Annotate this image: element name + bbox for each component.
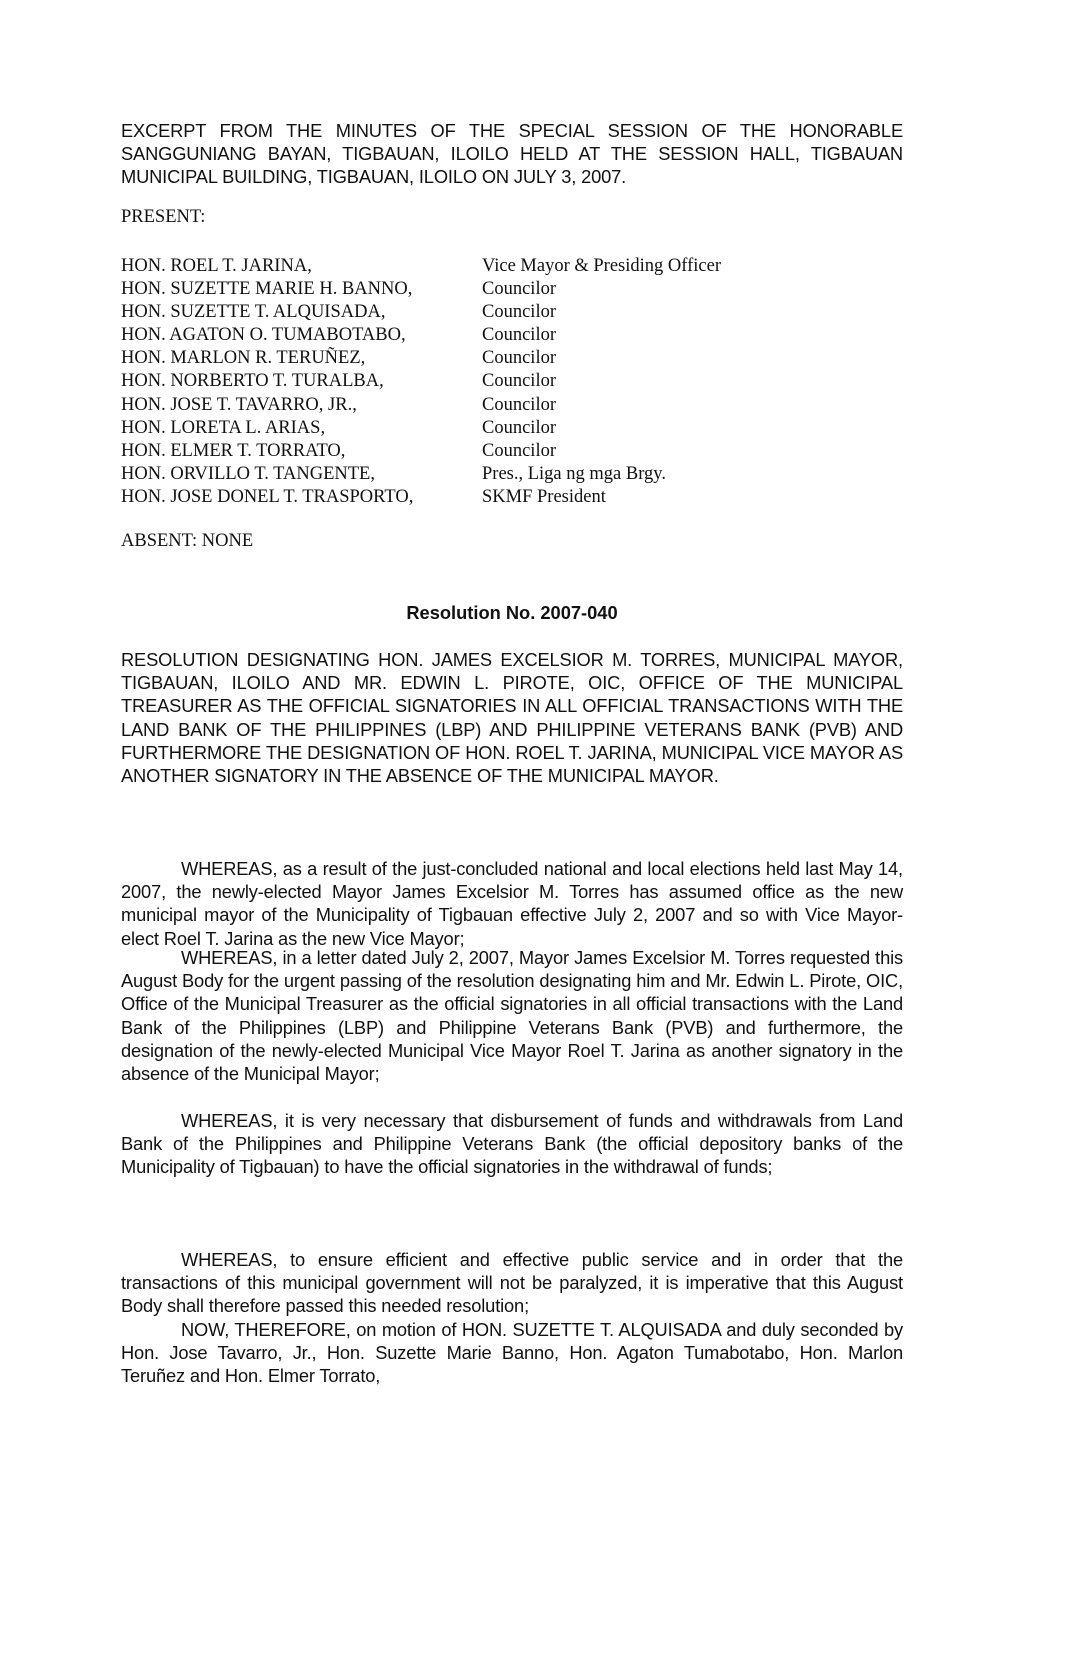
member-name: HON. ROEL T. JARINA, [121,256,312,276]
resolution-number: Resolution No. 2007-040 [406,602,618,623]
whereas-clause-1 [121,857,903,950]
member-name: HON. JOSE DONEL T. TRASPORTO, [121,486,414,507]
present-label: PRESENT: [121,207,206,227]
member-position: Councilor [482,302,556,323]
member-name: HON. AGATON O. TUMABOTABO, [121,325,406,346]
member-position: Councilor [482,279,556,300]
member-name: HON. SUZETTE MARIE H. BANNO, [121,279,413,300]
member-position: Councilor [482,371,556,392]
member-row [121,440,921,463]
members-list [121,255,921,509]
member-position: Pres., Liga ng mga Brgy. [482,463,666,484]
whereas-text: WHEREAS, in a letter dated July 2, 2007, Mayor James Excelsior M. Torres requested this August Body for the urgent passing of the resolution designating him and Mr. Edwin L. Pirote, OIC, Office of the Municipal Treasurer as the official signatories in all official transactions with the Land Bank of the Philippines (LBP) and Philippine Veterans Bank (PVB) and furthermore, the designation of the newly-elected Municipal Vice Mayor Roel T. Jarina as another signatory in the absence of the Municipal Mayor; [121,947,903,1085]
whereas-clause-4 [121,1248,903,1318]
whereas-text: WHEREAS, to ensure efficient and effective public service and in order that the transactions of this municipal government will not be paralyzed, it is imperative that this August Body shall therefore passed this needed resolution; [121,1249,903,1317]
member-name: HON. JOSE T. TAVARRO, JR., [121,394,357,415]
member-row [121,324,921,347]
member-row [121,463,921,486]
member-row [121,417,921,440]
member-row [121,486,921,509]
now-therefore-text: NOW, THEREFORE, on motion of HON. SUZETTE T. ALQUISADA and duly seconded by Hon. Jose Tavarro, Jr., Hon. Suzette Marie Banno, Hon. Agaton Tumabotabo, Hon. Marlon Teruñez and Hon. Elmer Torrato, [121,1319,903,1387]
member-row [121,394,921,417]
minutes-heading: EXCERPT FROM THE MINUTES OF THE SPECIAL SESSION OF THE HONORABLE SANGGUNIANG BAYAN, TIGBAUAN, ILOILO HELD AT THE SESSION HALL, TIGBAUAN MUNICIPAL BUILDING, TIGBAUAN, ILOILO ON JULY 3, 2007. [121,120,903,188]
member-row [121,370,921,393]
member-name: HON. ELMER T. TORRATO, [121,440,346,461]
resolution-title: RESOLUTION DESIGNATING HON. JAMES EXCELSIOR M. TORRES, MUNICIPAL MAYOR, TIGBAUAN, ILOILO AND MR. EDWIN L. PIROTE, OIC, OFFICE OF THE MUNICIPAL TREASURER AS THE OFFICIAL SIGNATORIES IN ALL OFFICIAL TRANSACTIONS WITH THE LAND BANK OF THE PHILIPPINES (LBP) AND PHILIPPINE VETERANS BANK (PVB) AND FURTHERMORE THE DESIGNATION OF HON. ROEL T. JARINA, MUNICIPAL VICE MAYOR AS ANOTHER SIGNATORY IN THE ABSENCE OF THE MUNICIPAL MAYOR. [121,649,903,787]
whereas-clause-2 [121,946,903,1085]
member-position: Councilor [482,348,556,369]
member-position: Councilor [482,417,556,438]
member-row [121,255,921,278]
now-therefore-clause [121,1318,903,1388]
member-position: Councilor [482,440,556,461]
member-name: HON. NORBERTO T. TURALBA, [121,371,384,392]
member-name: HON. ORVILLO T. TANGENTE, [121,463,375,484]
whereas-clause-3 [121,1109,903,1179]
whereas-text: WHEREAS, as a result of the just-concluded national and local elections held last May 14, 2007, the newly-elected Mayor James Excelsior M. Torres has assumed office as the new municipal mayor of the Municipality of Tigbauan effective July 2, 2007 and so with Vice Mayor-elect Roel T. Jarina as the new Vice Mayor; [121,858,903,949]
member-name: HON. LORETA L. ARIAS, [121,417,326,438]
member-name: HON. SUZETTE T. ALQUISADA, [121,302,386,323]
member-position: Vice Mayor & Presiding Officer [482,256,721,276]
member-position: Councilor [482,394,556,415]
absent-line: ABSENT: NONE [121,531,254,551]
member-position: Councilor [482,325,556,346]
member-row [121,301,921,324]
member-name: HON. MARLON R. TERUÑEZ, [121,348,366,369]
whereas-text: WHEREAS, it is very necessary that disbursement of funds and withdrawals from Land Bank of the Philippines and Philippine Veterans Bank (the official depository banks of the Municipality of Tigbauan) to have the official signatories in the withdrawal of funds; [121,1110,903,1178]
member-row [121,278,921,301]
member-row [121,347,921,370]
member-position: SKMF President [482,486,606,507]
